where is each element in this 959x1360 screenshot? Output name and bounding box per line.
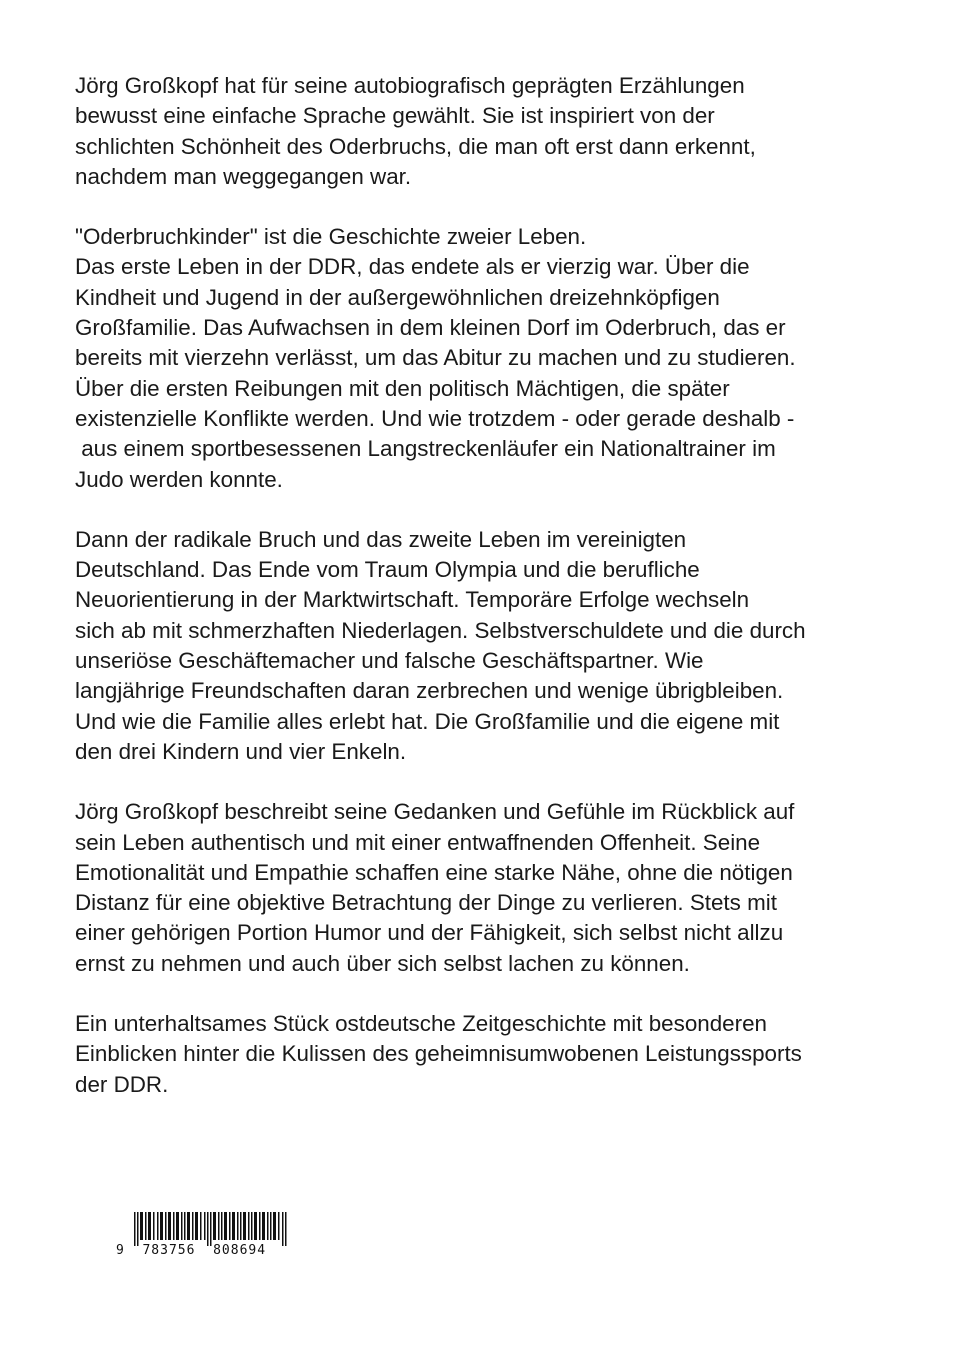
paragraph-second-life bbox=[75, 525, 905, 767]
text-line: Emotionalität und Empathie schaffen eine starke Nähe, ohne die nötigen bbox=[75, 859, 793, 885]
isbn-number: 9 783756 808694 bbox=[116, 1243, 267, 1258]
text-line: sich ab mit schmerzhaften Niederlagen. Selbstverschuldete und die durch bbox=[75, 617, 806, 643]
text-line: sein Leben authentisch und mit einer entwaffnenden Offenheit. Seine bbox=[75, 829, 761, 855]
text-line: Jörg Großkopf beschreibt seine Gedanken und Gefühle im Rückblick auf bbox=[75, 799, 795, 825]
text-line: Dann der radikale Bruch und das zweite Leben im vereinigten bbox=[75, 526, 687, 552]
paragraph-summary bbox=[75, 1009, 905, 1100]
text-line: den drei Kindern und vier Enkeln. bbox=[75, 738, 407, 764]
text-line: Kindheit und Jugend in der außergewöhnlichen dreizehnköpfigen bbox=[75, 284, 720, 310]
barcode-bars bbox=[134, 1212, 290, 1246]
text-line: Ein unterhaltsames Stück ostdeutsche Zeitgeschichte mit besonderen bbox=[75, 1011, 767, 1037]
paragraph-first-life bbox=[75, 222, 905, 495]
paragraph-intro bbox=[75, 71, 905, 192]
text-line: Neuorientierung in der Marktwirtschaft. Temporäre Erfolge wechseln bbox=[75, 587, 750, 613]
text-line: Judo werden konnte. bbox=[75, 466, 283, 492]
text-line: Einblicken hinter die Kulissen des geheimnisumwobenen Leistungssports bbox=[75, 1041, 802, 1067]
text-line: einer gehörigen Portion Humor und der Fähigkeit, sich selbst nicht allzu bbox=[75, 920, 784, 946]
text-line: bereits mit vierzehn verlässt, um das Abitur zu machen und zu studieren. bbox=[75, 345, 796, 371]
text-line: Jörg Großkopf hat für seine autobiografisch geprägten Erzählungen bbox=[75, 73, 745, 98]
text-line: der DDR. bbox=[75, 1071, 169, 1097]
text-line: Deutschland. Das Ende vom Traum Olympia und die berufliche bbox=[75, 557, 700, 583]
text-line: existenzielle Konflikte werden. Und wie trotzdem - oder gerade deshalb - bbox=[75, 405, 795, 431]
text-line: Und wie die Familie alles erlebt hat. Die Großfamilie und die eigene mit bbox=[75, 708, 780, 734]
paragraph-description bbox=[75, 797, 905, 979]
text-line: bewusst eine einfache Sprache gewählt. Sie ist inspiriert von der bbox=[75, 103, 715, 129]
text-line: unseriöse Geschäftemacher und falsche Geschäftspartner. Wie bbox=[75, 648, 704, 674]
isbn-barcode bbox=[116, 1212, 296, 1262]
back-cover-text bbox=[75, 71, 905, 1130]
text-line: langjährige Freundschaften daran zerbrechen und wenige übrigbleiben. bbox=[75, 678, 784, 704]
text-line: schlichten Schönheit des Oderbruchs, die man oft erst dann erkennt, bbox=[75, 133, 756, 159]
text-line: Das erste Leben in der DDR, das endete als er vierzig war. Über die bbox=[75, 254, 750, 280]
text-line: "Oderbruchkinder" ist die Geschichte zweier Leben. bbox=[75, 224, 587, 250]
text-line: aus einem sportbesessenen Langstreckenläufer ein Nationaltrainer im bbox=[75, 436, 776, 462]
text-line: nachdem man weggegangen war. bbox=[75, 163, 412, 189]
text-line: ernst zu nehmen und auch über sich selbst lachen zu können. bbox=[75, 950, 690, 976]
text-line: Über die ersten Reibungen mit den politisch Mächtigen, die später bbox=[75, 375, 730, 401]
text-line: Großfamilie. Das Aufwachsen in dem kleinen Dorf im Oderbruch, das er bbox=[75, 315, 786, 341]
text-line: Distanz für eine objektive Betrachtung der Dinge zu verlieren. Stets mit bbox=[75, 890, 777, 916]
